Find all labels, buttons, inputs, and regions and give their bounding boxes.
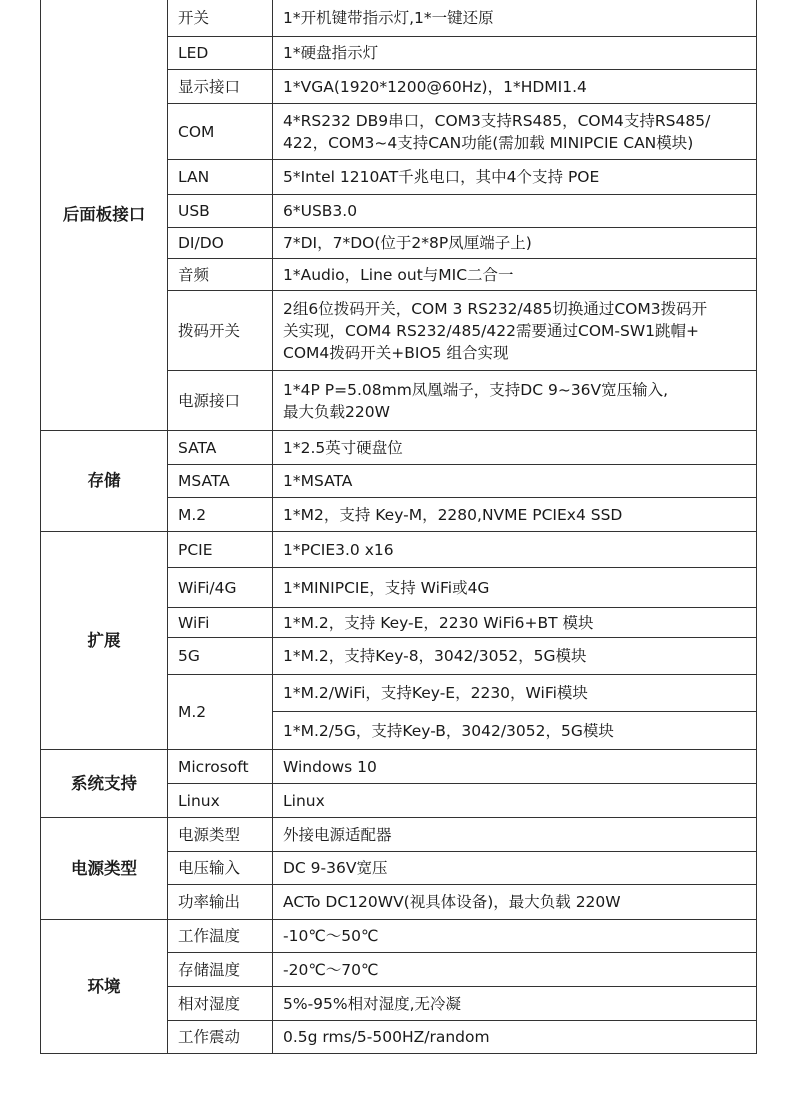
row-value: 5*Intel 1210AT千兆电口，其中4个支持 POE <box>273 160 757 195</box>
group-title-expansion: 扩展 <box>41 532 168 750</box>
table-row <box>41 920 757 953</box>
row-value: 1*开机键带指示灯,1*一键还原 <box>273 0 757 37</box>
row-value: 1*MINIPCIE，支持 WiFi或4G <box>273 568 757 608</box>
row-value: ACTo DC120WV(视具体设备)，最大负载 220W <box>273 885 757 920</box>
row-label: 拨码开关 <box>168 291 273 371</box>
table-row <box>41 0 757 37</box>
row-label: PCIE <box>168 532 273 568</box>
row-label: 5G <box>168 638 273 675</box>
table-row <box>41 750 757 784</box>
group-title-rear-panel: 后面板接口 <box>41 0 168 431</box>
row-label: USB <box>168 195 273 228</box>
table-row <box>41 818 757 852</box>
row-label: DI/DO <box>168 228 273 259</box>
table-row <box>41 532 757 568</box>
row-label: Linux <box>168 784 273 818</box>
row-value: 1*M.2，支持 Key-E，2230 WiFi6+BT 模块 <box>273 608 757 638</box>
row-label: 工作震动 <box>168 1021 273 1054</box>
row-label: M.2 <box>168 675 273 750</box>
row-value: 1*PCIE3.0 x16 <box>273 532 757 568</box>
row-value: 外接电源适配器 <box>273 818 757 852</box>
row-label: 音频 <box>168 259 273 291</box>
row-value: 4*RS232 DB9串口，COM3支持RS485，COM4支持RS485/ 422，COM3~4支持CAN功能(需加载 MINIPCIE CAN模块) <box>273 104 757 160</box>
row-value: 1*VGA(1920*1200@60Hz)，1*HDMI1.4 <box>273 70 757 104</box>
row-label: WiFi/4G <box>168 568 273 608</box>
row-value: 2组6位拨码开关，COM 3 RS232/485切换通过COM3拨码开 关实现，COM4 RS232/485/422需要通过COM-SW1跳帽+ COM4拨码开关+BIO5 组合实现 <box>273 291 757 371</box>
row-value: 1*硬盘指示灯 <box>273 37 757 70</box>
spec-table <box>40 0 757 1054</box>
row-value: 0.5g rms/5-500HZ/random <box>273 1021 757 1054</box>
row-value: 1*M.2/5G，支持Key-B，3042/3052，5G模块 <box>273 712 757 750</box>
row-value: 7*DI，7*DO(位于2*8P凤厘端子上) <box>273 228 757 259</box>
row-label: 相对湿度 <box>168 987 273 1021</box>
row-value: -10℃～50℃ <box>273 920 757 953</box>
row-label: 功率输出 <box>168 885 273 920</box>
row-value: DC 9-36V宽压 <box>273 852 757 885</box>
row-value: 5%-95%相对湿度,无冷凝 <box>273 987 757 1021</box>
row-label: 存储温度 <box>168 953 273 987</box>
row-label: 电源类型 <box>168 818 273 852</box>
row-value: 1*MSATA <box>273 465 757 498</box>
row-value: 1*M2，支持 Key-M，2280,NVME PCIEx4 SSD <box>273 498 757 532</box>
row-label: MSATA <box>168 465 273 498</box>
row-value: -20℃～70℃ <box>273 953 757 987</box>
row-value: 1*M.2/WiFi，支持Key-E，2230，WiFi模块 <box>273 675 757 712</box>
row-label: M.2 <box>168 498 273 532</box>
row-value: 6*USB3.0 <box>273 195 757 228</box>
row-value: 1*2.5英寸硬盘位 <box>273 431 757 465</box>
row-value: 1*M.2，支持Key-8，3042/3052，5G模块 <box>273 638 757 675</box>
row-label: WiFi <box>168 608 273 638</box>
row-value: 1*4P P=5.08mm凤凰端子，支持DC 9~36V宽压输入, 最大负载220W <box>273 371 757 431</box>
group-title-environment: 环境 <box>41 920 168 1054</box>
group-title-power-type: 电源类型 <box>41 818 168 920</box>
row-label: SATA <box>168 431 273 465</box>
row-label: Microsoft <box>168 750 273 784</box>
row-label: COM <box>168 104 273 160</box>
row-label: 显示接口 <box>168 70 273 104</box>
group-title-os-support: 系统支持 <box>41 750 168 818</box>
row-label: 开关 <box>168 0 273 37</box>
row-value: 1*Audio，Line out与MIC二合一 <box>273 259 757 291</box>
row-label: LAN <box>168 160 273 195</box>
row-label: 电压输入 <box>168 852 273 885</box>
row-value: Windows 10 <box>273 750 757 784</box>
row-label: 工作温度 <box>168 920 273 953</box>
table-row <box>41 431 757 465</box>
group-title-storage: 存储 <box>41 431 168 532</box>
row-label: 电源接口 <box>168 371 273 431</box>
row-value: Linux <box>273 784 757 818</box>
row-label: LED <box>168 37 273 70</box>
